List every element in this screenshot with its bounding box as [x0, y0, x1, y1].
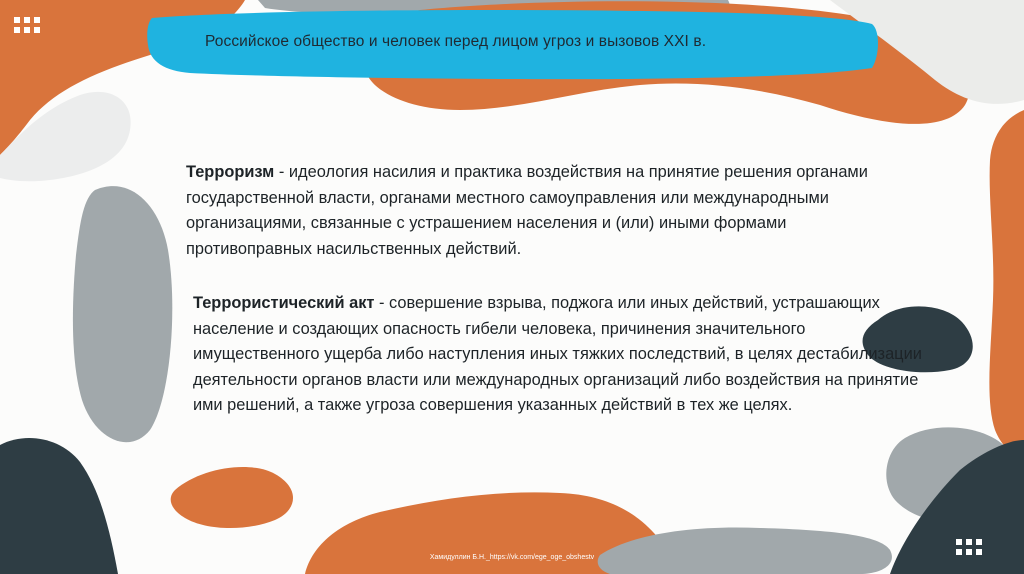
definition-terrorist-act [193, 291, 933, 419]
definition-term: Терроризм [186, 163, 275, 181]
gray-blob-left [73, 186, 172, 442]
definition-terrorism [186, 160, 916, 262]
orange-blob-bottom-left [171, 467, 293, 528]
definition-text: - идеология насилия и практика воздействия на принятие решения органами государственной власти, органами местного самоуправления или международными организациями, связанные с устрашением населения и (или) иными формами противоправных насильственных действий. [186, 163, 868, 258]
slide-title: Российское общество и человек перед лицом угроз и вызовов XXI в. [205, 33, 707, 50]
definition-text: - совершение взрыва, поджога или иных действий, устрашающих население и создающих опасность гибели человека, причинения значительного имущественного ущерба либо наступления иных тяжких последствий, в целях дестабилизации деятельности органов власти или международных организаций либо воздействия на принятие ими решений, а также угроза совершения указанных действий в тех же целях. [193, 294, 922, 415]
definition-term: Террористический акт [193, 294, 375, 312]
dots-grid-icon [14, 17, 40, 33]
orange-blob-right [989, 110, 1024, 455]
dots-grid-icon [956, 539, 982, 555]
footer-credit: Хамидуллин Б.Н._https://vk.com/ege_oge_obshestv [429, 554, 595, 561]
